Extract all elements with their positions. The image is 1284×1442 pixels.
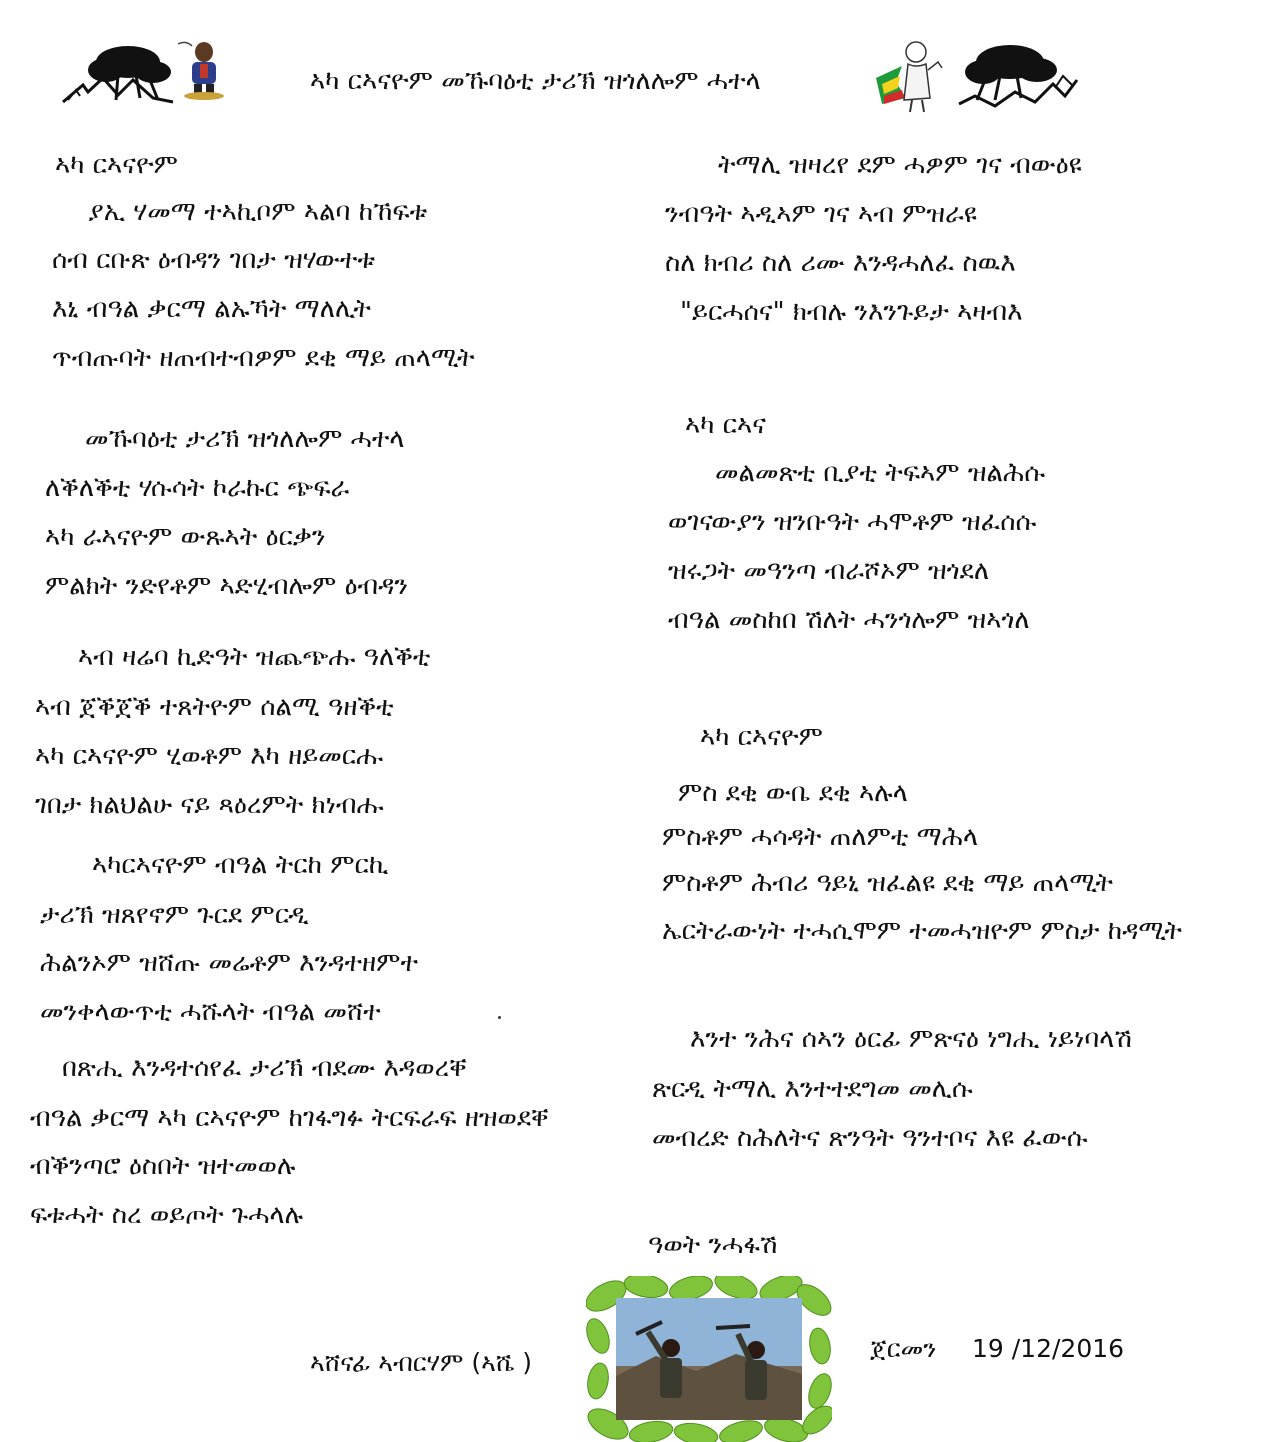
- poem-line: ኣካ ርኣናዮም: [700, 722, 823, 752]
- poem-line: ኤርትራውነት ተሓሲሞም ተመሓዝዮም ምስታ ከዳሚት: [662, 916, 1182, 946]
- poem-line: ንብዓት ኣዲኣም ገና ኣብ ምዝራዩ: [665, 199, 977, 229]
- poem-line: ጽርዲ ትማሊ እንተተደግመ መሊሱ: [652, 1074, 973, 1104]
- poem-line: ኣካ ርኣናዮም ሂወቶም እካ ዘይመርሑ: [35, 741, 384, 771]
- poem-line: መኹባዕቲ ታሪኽ ዝጎለሎም ሓተላ: [85, 424, 405, 454]
- poem-line: ምስቶም ሕብሪ ዓይኒ ዝፈልዩ ደቂ ማይ ጠላሚት: [662, 868, 1113, 898]
- cartoon-man-left-icon: [176, 38, 232, 100]
- poem-line: ገበታ ክልህልሁ ናይ ጻዕረምት ክነብሑ: [35, 790, 384, 820]
- poem-line: ሰብ ርቡጽ ዕብዳን ገበታ ዝሃውተቱ: [52, 245, 376, 275]
- poem-line: ምስቶም ሓሳዳት ጠለምቲ ማሕላ: [662, 822, 979, 852]
- poem-line: ወገናውያን ዝንቡዓት ሓሞቶም ዝፈሰሱ: [668, 507, 1037, 537]
- tree-silhouette-left-icon: [58, 40, 178, 110]
- closing-line: ዓወት ንሓፋሽ: [648, 1230, 778, 1260]
- poem-line: እንተ ንሕና ሰኣን ዕርፊ ምጽናዕ ነግሒ ነይነባላሽ: [690, 1024, 1132, 1054]
- poem-line: እኒ ብዓል ቃርማ ልኡኻት ማለሊት: [52, 294, 371, 324]
- poem-line: ምልክት ንድየቶም ኣድሂብሎም ዕብዳን: [45, 571, 408, 601]
- poem-line: ትማሊ ዝዛረየ ደም ሓዎም ገና ብውዕዩ: [718, 150, 1082, 180]
- poem-line: ፍቱሓት ስረ ወይጦት ጉሓላሉ: [30, 1200, 304, 1230]
- location-label: ጀርመን: [870, 1334, 937, 1363]
- poem-line: ሕልንኦም ዝሸጡ መሬቶም እንዳተዘምተ: [40, 948, 419, 978]
- poem-line: ስለ ክብሪ ስለ ሪሙ እንዳሓለፈ ስዉእ: [665, 248, 1016, 278]
- poem-line: ኣብ ጀቕጀቕ ተጸትዮም ሰልሚ ዓዘቕቲ: [35, 692, 394, 722]
- poem-line: መልመጽቲ ቢያቲ ትፍኣም ዝልሕሱ: [715, 458, 1046, 488]
- poem-line: ኣብ ዛሬባ ኪድዓት ዝጨጭሑ ዓለቕቲ: [78, 642, 431, 672]
- fighters-photo-leaf-frame-icon: [586, 1276, 832, 1442]
- poem-line: "ይርሓሰና" ክብሉ ንእንጉይታ ኣዛብእ: [680, 297, 1023, 327]
- poem-line: ጥብጡባት ዘጠብተብዎም ደቂ ማይ ጠላሚት: [52, 343, 475, 373]
- author-name: ኣሸናፊ ኣብርሃም (ኣሼ ): [310, 1348, 532, 1377]
- poem-title: ኣካ ርኣናዮም መኹባዕቲ ታሪኽ ዝጎለሎም ሓተላ: [310, 66, 761, 96]
- poem-line: መብረድ ስሕለትና ጽንዓት ዓንተቦና እዩ ፈውሱ: [652, 1123, 1088, 1153]
- poem-line: ብዓል መስከበ ሽለት ሓንጎሎም ዝኣጎለ: [668, 605, 1030, 635]
- cartoon-man-flag-right-icon: [872, 38, 952, 114]
- poem-line: መንቀላውጥቲ ሓሹላት ብዓል መሸተ: [40, 997, 381, 1027]
- tree-silhouette-right-icon: [955, 40, 1080, 112]
- poem-line: ኣካ ራኣናዮም ውጹኣት ዕርቃን: [45, 522, 326, 552]
- stray-dot: [498, 1016, 501, 1019]
- poem-line: ኣካርኣናዮም ብዓል ትርከ ምርኪ: [92, 850, 389, 880]
- poem-line: ታሪኽ ዝጸየኖም ጉርደ ምርዲ: [40, 900, 309, 930]
- poem-line: ብዓል ቃርማ ኣካ ርኣናዮም ከገፋግፉ ትርፍራፍ ዘዝወደቐ: [30, 1103, 549, 1133]
- poem-line: በጽሒ እንዳተሰየፈ ታሪኽ ብደሙ እዳወረቐ: [62, 1053, 467, 1083]
- poem-line: ኣካ ርኣና: [685, 410, 767, 440]
- poem-line: ምስ ደቂ ውቤ ደቂ ኣሉላ: [678, 778, 908, 808]
- poem-line: ኣካ ርኣናዮም: [55, 150, 178, 180]
- poem-line: ያኢ ሃመማ ተኣኪቦም ኣልባ ከኸፍቱ: [88, 197, 428, 227]
- poem-line: ብቕንጣሮ ዕስበት ዝተመወሉ: [30, 1151, 296, 1181]
- date-label: 19 /12/2016: [972, 1334, 1125, 1363]
- poem-line: ለቕለቕቲ ሃሱሳት ኮራኩር ጭፍራ: [45, 473, 350, 503]
- poem-line: ዝሩጋት መዓንጣ ብራሾኦም ዝጎደለ: [668, 556, 990, 586]
